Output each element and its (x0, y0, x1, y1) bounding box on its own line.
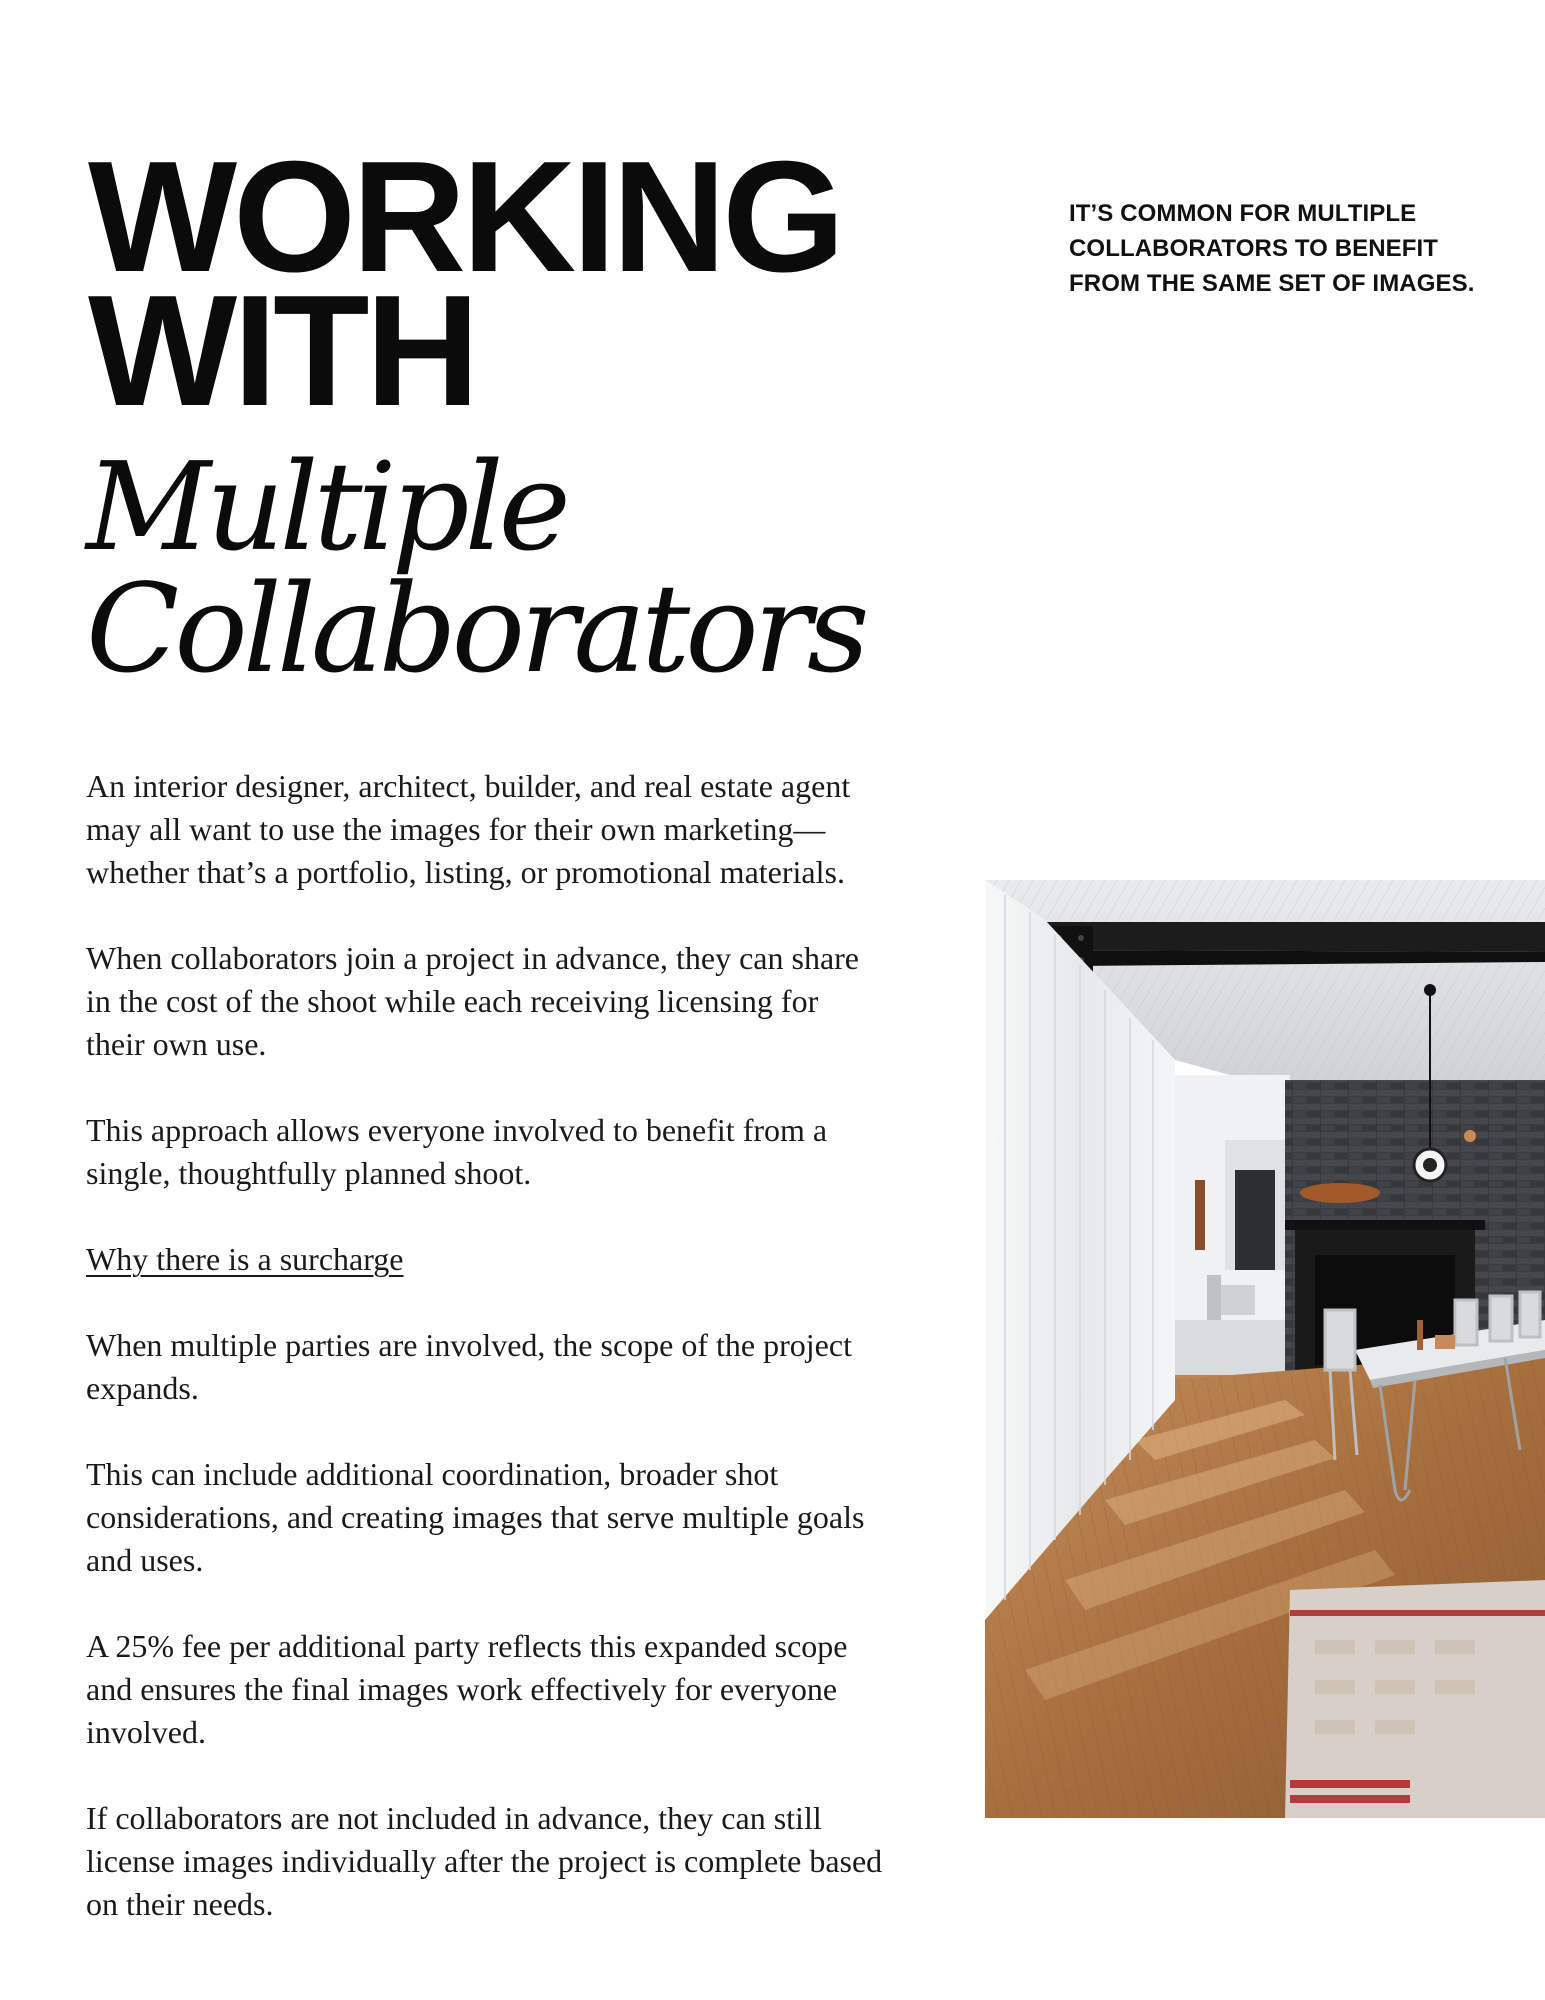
paragraph-line: When collaborators join a project in advance, they can share (86, 940, 859, 976)
headline-italic-line: Multiple (86, 436, 566, 578)
headline-italic (86, 436, 865, 700)
paragraph-line: A 25% fee per additional party reflects this expanded scope (86, 1628, 848, 1664)
paragraph-line: in the cost of the shoot while each receiving licensing for (86, 983, 819, 1019)
paragraph-line: on their needs. (86, 1886, 274, 1922)
paragraph-line: whether that’s a portfolio, listing, or promotional materials. (86, 854, 845, 890)
paragraph (86, 1324, 976, 1410)
kicker-text (1069, 196, 1509, 301)
paragraph-line: An interior designer, architect, builder, and real estate agent (86, 768, 851, 804)
paragraph-line: This approach allows everyone involved to benefit from a (86, 1112, 828, 1148)
headline-line: WITH (88, 263, 476, 439)
paragraph-line: single, thoughtfully planned shoot. (86, 1155, 532, 1191)
kicker-line: IT’S COMMON FOR MULTIPLE (1069, 200, 1417, 227)
paragraph-line: When multiple parties are involved, the scope of the project (86, 1327, 852, 1363)
paragraph-line: may all want to use the images for their own marketing— (86, 811, 826, 847)
headline-bold (88, 129, 842, 439)
kicker-line: COLLABORATORS TO BENEFIT (1069, 235, 1439, 262)
paragraph-line: considerations, and creating images that serve multiple goals (86, 1499, 865, 1535)
paragraph-line: involved. (86, 1714, 206, 1750)
body-copy (86, 765, 976, 1969)
headline-italic-line: Collaborators (86, 558, 865, 700)
interior-dining-room-photo (985, 880, 1545, 1818)
paragraph (86, 1109, 976, 1195)
paragraph (86, 765, 976, 894)
paragraph-line: license images individually after the project is complete based (86, 1843, 883, 1879)
paragraph-line: and ensures the final images work effectively for everyone (86, 1671, 838, 1707)
paragraph (86, 1797, 976, 1926)
paragraph-line: If collaborators are not included in advance, they can still (86, 1800, 822, 1836)
surcharge-subheading: Why there is a surcharge (86, 1241, 404, 1277)
paragraph-line: This can include additional coordination, broader shot (86, 1456, 779, 1492)
interior-photo-illustration (985, 880, 1545, 1818)
headline-line: WORKING (88, 129, 842, 305)
paragraph-line: their own use. (86, 1026, 267, 1062)
subheading (86, 1238, 976, 1281)
paragraph (86, 1625, 976, 1754)
paragraph-line: expands. (86, 1370, 199, 1406)
paragraph (86, 1453, 976, 1582)
kicker-line: FROM THE SAME SET OF IMAGES. (1069, 270, 1475, 297)
paragraph-line: and uses. (86, 1542, 204, 1578)
paragraph (86, 937, 976, 1066)
